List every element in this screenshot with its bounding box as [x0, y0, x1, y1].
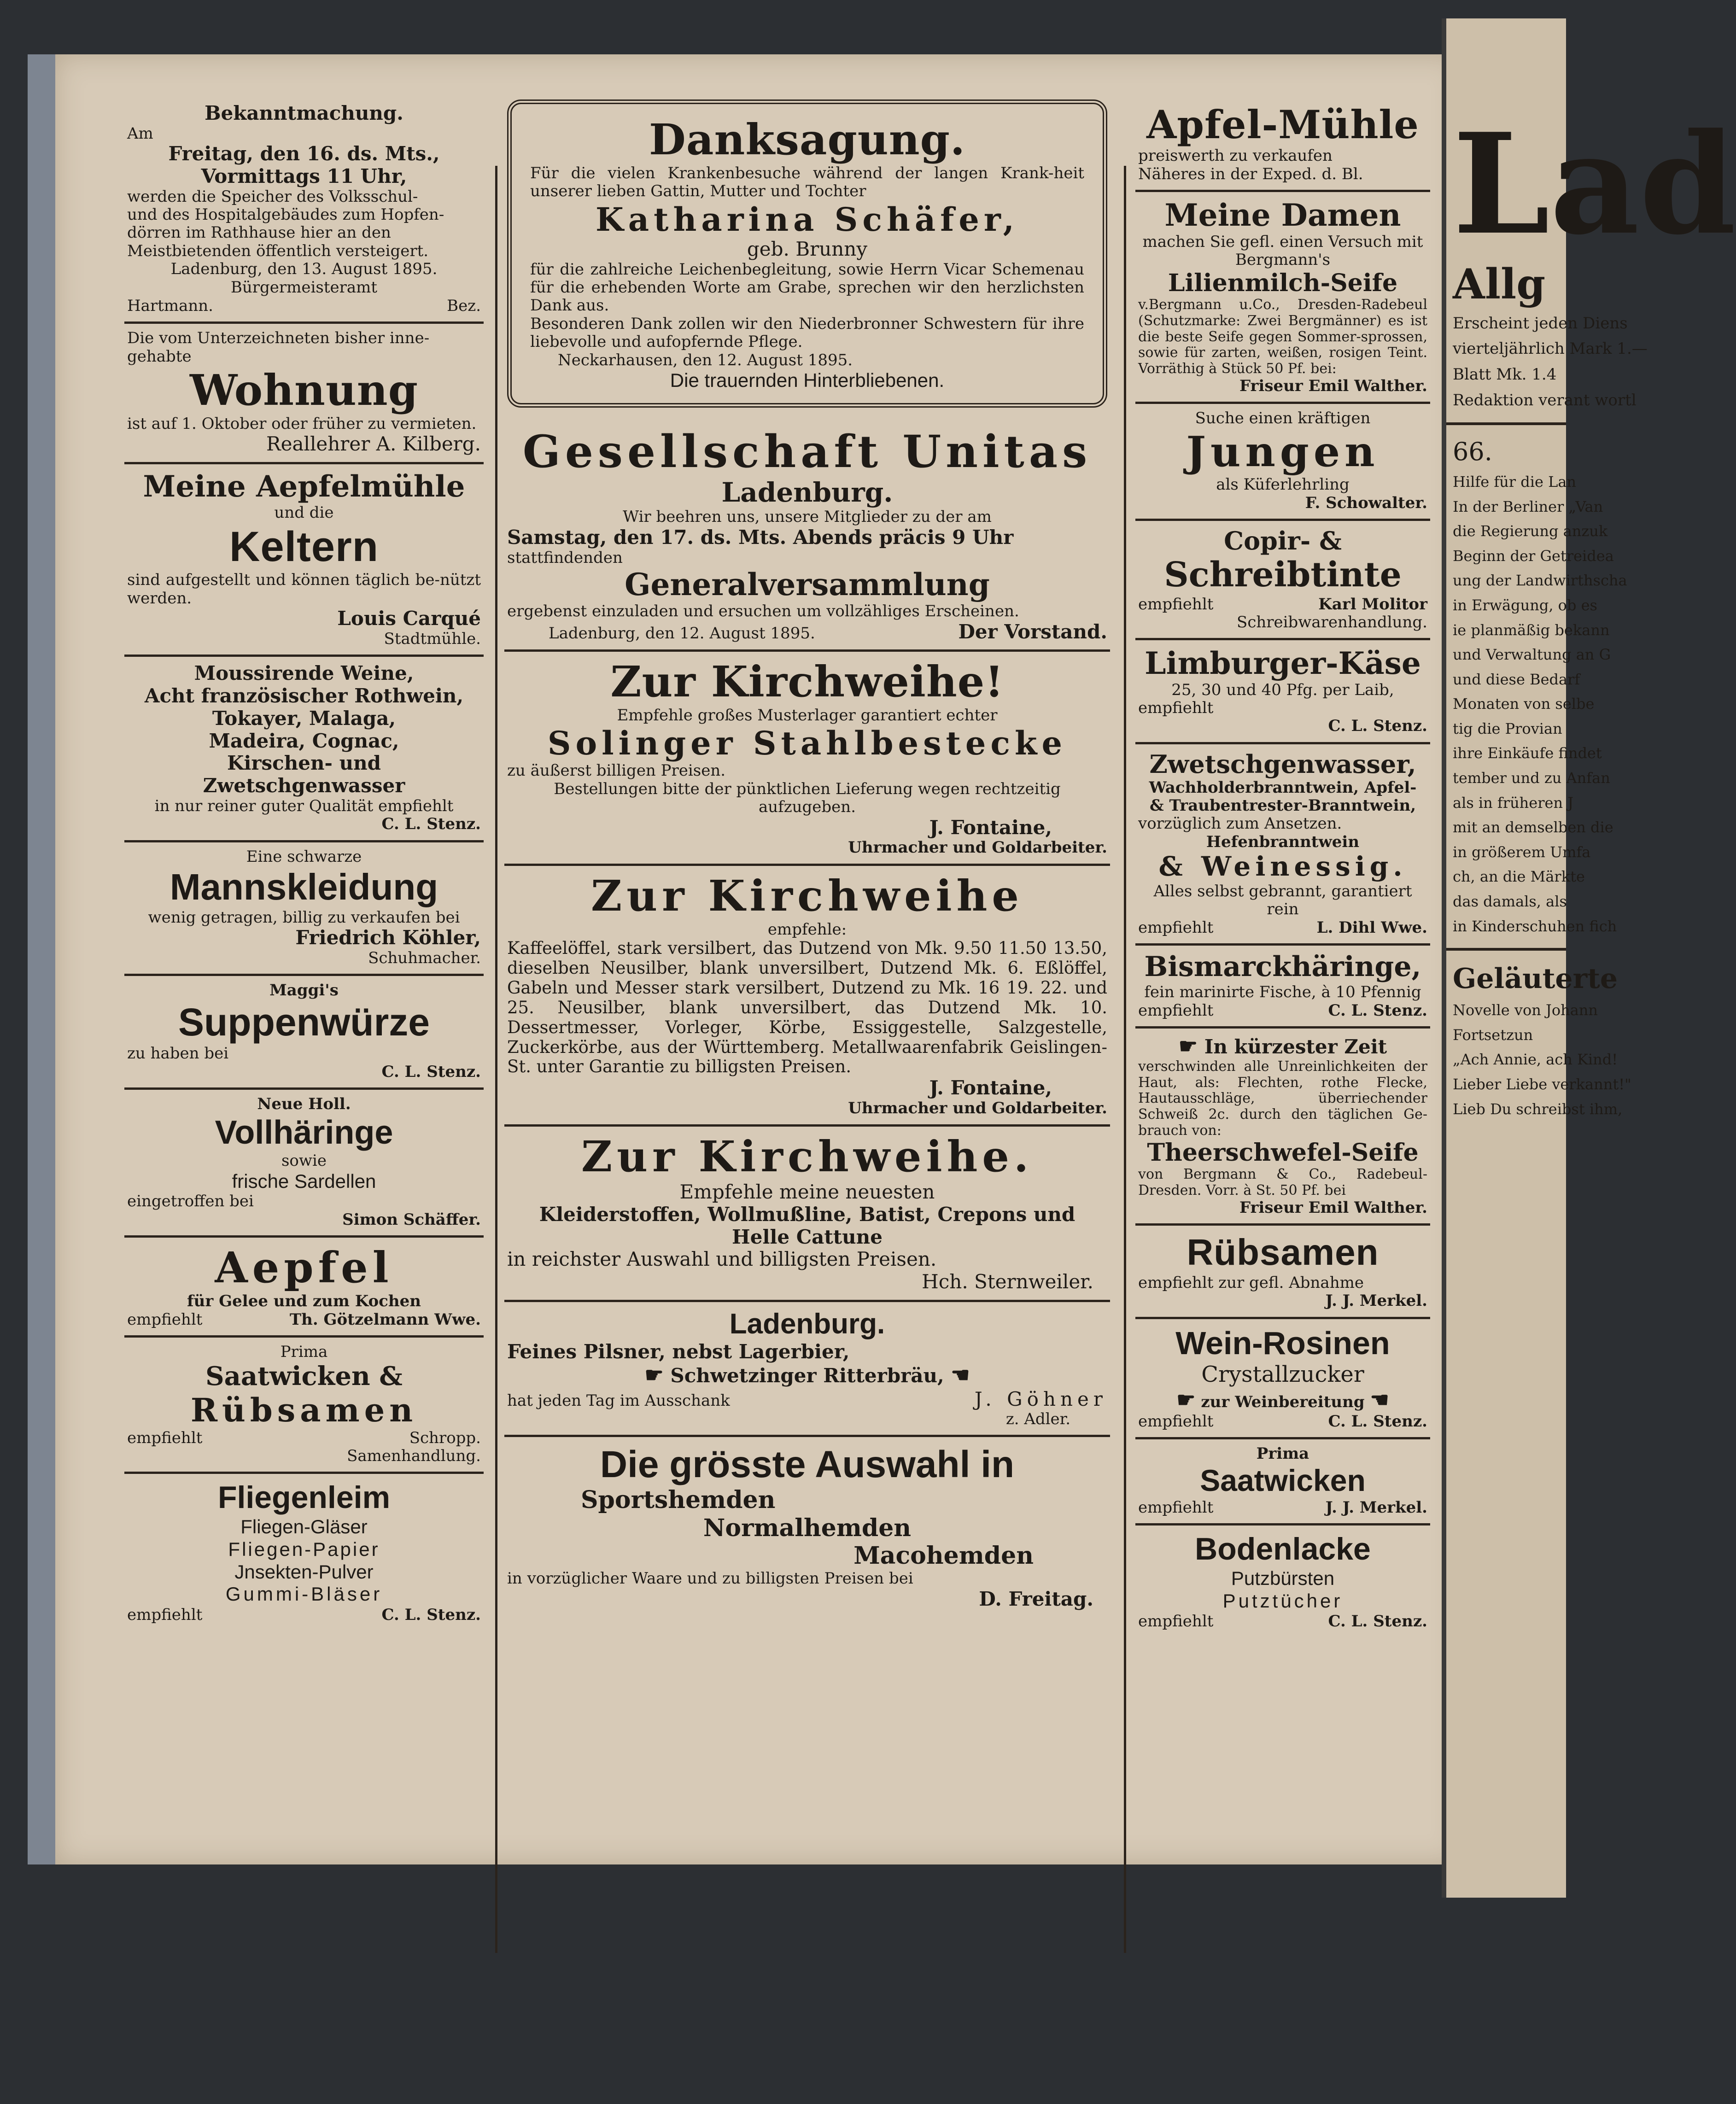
ad-line: werden die Speicher des Volksschul-	[127, 187, 418, 206]
ad-line: Vormittags 11 Uhr,	[201, 164, 407, 187]
ad-text: für die zahlreiche Leichenbegleitung, sowie Herrn Vicar Schemenau für die erhebenden Worte am Grabe, sprechen wir den herzlichsten Dank aus.	[530, 260, 1084, 315]
ad-danksagung	[504, 97, 1110, 421]
divider	[1446, 422, 1566, 425]
ad-title: Apfel-Mühle	[1146, 102, 1419, 147]
text-fragment: Novelle von Johann	[1453, 1001, 1598, 1019]
ad-text: Näheres in der Exped. d. Bl.	[1138, 164, 1363, 183]
ad-line: Saatwicken &	[205, 1361, 403, 1391]
ad-signature: C. L. Stenz.	[1328, 1001, 1427, 1020]
pointing-hand-left-icon: ☚	[1370, 1387, 1389, 1412]
ad-text: 25, 30 und 40 Pfg. per Laib,	[1171, 680, 1394, 699]
ad-event: Generalversammlung	[625, 567, 990, 603]
ad-signature: Schropp.	[409, 1428, 481, 1447]
ad-signature-suffix: Bez.	[447, 297, 481, 316]
ad-title: Keltern	[229, 523, 379, 570]
ad-lead: empfiehlt	[1138, 595, 1214, 614]
ad-title: Rübsamen	[1187, 1232, 1379, 1273]
ad-text: ergebenst einzuladen und ersuchen um vollzähliges Erscheinen.	[507, 602, 1019, 620]
ad-text: Empfehle meine neuesten	[679, 1181, 935, 1204]
ad-text: v.Bergmann u.Co., Dresden-Radebeul (Schutzmarke: Zwei Bergmänner) es ist die beste Seife gegen Sommer-sprossen, sowie für zarten, weißen, rosigen Teint. Vorräthig à Stück 50 Pf. bei:	[1138, 297, 1427, 377]
ad-wein-rosinen	[1135, 1319, 1430, 1439]
ad-text: wenig getragen, billig zu verkaufen bei	[148, 908, 460, 927]
ad-text: in vorzüglicher Waare und zu billigsten Preisen bei	[507, 1569, 913, 1588]
ad-title: Ladenburg.	[729, 1308, 885, 1340]
next-page-fragment	[1442, 18, 1736, 1898]
ad-text: Kaffeelöffel, stark versilbert, das Dutzend von Mk. 9.50 11.50 13.50, dieselben Neusilber, blank unversilbert, Dutzend Mk. 6. Eßlöffel, Gabeln und Messer stark versilbert, Dutzend zu Mk. 16 19. 22. und 25. Neusilber, blank unversilbert, das Dutzend Mk. 10. Dessertmesser, Vorleger, Körbe, Essiggestelle, Salzgestelle, Zuckerkörbe, aus der Württemberg. Metallwaarenfabrik Geislingen-St. unter Garantie zu billigsten Preisen.	[507, 938, 1107, 1077]
novel-title-fragment: Geläuterte	[1453, 963, 1618, 995]
danksagung-frame	[507, 99, 1107, 408]
pointing-hand-right-icon: ☛	[1176, 1387, 1196, 1412]
text-fragment: In der Berliner „Van	[1453, 497, 1603, 515]
pointing-hand-right-icon: ☛	[644, 1362, 664, 1388]
ad-lead: empfiehlt	[1138, 1412, 1214, 1431]
ad-suppenwuerze	[124, 976, 484, 1090]
ad-line: Meistbietenden öffentlich versteigert.	[127, 241, 429, 260]
ad-kirchweihe-stoffe	[504, 1127, 1110, 1302]
ad-signature-sub: Uhrmacher und Goldarbeiter.	[848, 1099, 1107, 1118]
ad-title: Aepfel	[215, 1243, 393, 1293]
text-fragment: mit an demselben die	[1453, 818, 1613, 836]
ad-signature: J. Fontaine,	[929, 816, 1052, 839]
ad-title: Rübsamen	[190, 1391, 418, 1429]
ad-text: Kleiderstoffen, Wollmußline, Batist, Crepons und	[539, 1203, 1076, 1226]
ad-signature: Simon Schäffer.	[342, 1210, 481, 1229]
ad-line: Crystallzucker	[1201, 1362, 1364, 1388]
ad-line: Am	[127, 124, 153, 143]
ad-ladenburg-bier	[504, 1302, 1110, 1437]
ad-kirchweihe-besteck	[504, 866, 1110, 1127]
ad-line: und die	[274, 503, 334, 522]
ad-text: Besonderen Dank zollen wir den Niederbronner Schwestern für ihre liebevolle und aufopfernde Pflege.	[530, 314, 1084, 351]
text-fragment: in größerem Umfa	[1453, 843, 1591, 861]
ad-aepfel	[124, 1238, 484, 1338]
ad-text: Bestellungen bitte der pünktlichen Lieferung wegen rechtzeitig aufzugeben.	[554, 779, 1061, 817]
ad-mannskleidung	[124, 842, 484, 976]
ad-lead: empfiehlt	[1138, 1612, 1214, 1631]
ad-lead: empfiehlt	[127, 1428, 203, 1447]
ad-text: Wir beehren uns, unsere Mitglieder zu der am	[623, 508, 992, 526]
ad-title: Vollhäringe	[215, 1114, 393, 1151]
pointing-hand-left-icon: ☚	[951, 1362, 970, 1388]
ad-title: Schreibtinte	[1164, 555, 1402, 595]
ad-title: Zur Kirchweihe.	[581, 1131, 1033, 1181]
middle-column	[504, 97, 1110, 1796]
ad-text: Alles selbst gebrannt, garantiert rein	[1153, 882, 1412, 918]
ad-date: Neckarhausen, den 12. August 1895.	[558, 351, 853, 369]
ad-signature: C. L. Stenz.	[381, 815, 481, 834]
ad-line: Freitag, den 16. ds. Mts.,	[168, 142, 440, 165]
ad-text: empfiehlt zur gefl. Abnahme	[1138, 1273, 1364, 1292]
ad-title: Zur Kirchweihe	[591, 871, 1023, 921]
ad-line: Copir- &	[1224, 526, 1342, 556]
ad-office: Bürgermeisteramt	[230, 278, 378, 297]
text-fragment: in Kinderschuhen fich	[1453, 917, 1617, 935]
ad-line: Acht französischer Rothwein,	[144, 684, 464, 707]
ad-signature: Der Vorstand.	[958, 620, 1107, 643]
ad-line: und des Hospitalgebäudes zum Hopfen-	[127, 205, 444, 224]
ad-date-line: Samstag, den 17. ds. Mts. Abends präcis 9 Uhr	[507, 526, 1014, 549]
ad-intro: Prima	[1256, 1444, 1309, 1463]
ad-intro: Die vom Unterzeichneten bisher inne-gehabte	[127, 329, 430, 366]
text-fragment: Fortsetzun	[1453, 1026, 1533, 1044]
subtitle-fragment: Allg	[1453, 260, 1546, 309]
ad-text: Helle Cattune	[732, 1225, 883, 1248]
text-fragment: in Erwägung, ob es	[1453, 596, 1597, 614]
ad-title: Meine Damen	[1164, 197, 1401, 234]
ad-title: Wohnung	[189, 365, 419, 415]
ad-intro: Eine schwarze	[246, 847, 362, 866]
ad-line: Meine Aepfelmühle	[143, 469, 465, 504]
ad-line: Jnsekten-Pulver	[234, 1560, 374, 1583]
text-fragment: und diese Bedarf	[1453, 670, 1580, 688]
ad-bekanntmachung	[124, 97, 484, 324]
ad-signature: L. Dihl Wwe.	[1316, 918, 1427, 937]
ad-title: Wein-Rosinen	[1175, 1325, 1390, 1361]
masthead-fragment: Lad	[1453, 103, 1736, 265]
text-fragment: ch, an die Märkte	[1453, 868, 1585, 886]
ad-text: fein marinirte Fische, à 10 Pfennig	[1144, 983, 1421, 1002]
ad-line: sowie	[281, 1151, 327, 1170]
ad-saatwicken-right	[1135, 1439, 1430, 1525]
ad-date: Ladenburg, den 12. August 1895.	[549, 624, 815, 643]
text-fragment: Lieber Liebe verkannt!"	[1453, 1075, 1631, 1093]
ad-limburger-kaese	[1135, 640, 1430, 744]
ad-item: Macohemden	[853, 1541, 1034, 1570]
ad-text: für Gelee und zum Kochen	[187, 1292, 421, 1310]
ad-zwetschgenwasser	[1135, 744, 1430, 946]
ad-line: Putzbürsten	[1231, 1567, 1335, 1589]
ad-line: Ladenburg, den 13. August 1895.	[170, 260, 438, 279]
ad-jungen	[1135, 404, 1430, 521]
ad-item: Normalhemden	[703, 1514, 912, 1542]
deceased-birth-name: geb. Brunny	[747, 237, 868, 260]
ad-line: Tokayer, Malaga,	[212, 707, 396, 730]
ad-signature: C. L. Stenz.	[1328, 1412, 1427, 1431]
ad-line: Hefenbranntwein	[1206, 832, 1360, 851]
ad-text: hat jeden Tag im Ausschank	[507, 1391, 730, 1410]
ad-item: Sportshemden	[581, 1486, 776, 1514]
ad-apfelmuehle	[1135, 97, 1430, 192]
ad-lead: empfiehlt	[127, 1606, 203, 1625]
ad-signature: Friseur Emil Walther.	[1239, 377, 1427, 396]
ad-line: zur Weinbereitung	[1201, 1392, 1365, 1411]
ad-lead: empfiehlt	[1138, 918, 1214, 937]
ad-intro: Prima	[280, 1343, 328, 1362]
ad-intro: Suche einen kräftigen	[1195, 409, 1371, 428]
text-fragment: „Ach Annie, ach Kind!	[1453, 1051, 1618, 1069]
ad-line: dörren im Rathhause hier an den	[127, 223, 391, 242]
ad-line: Putztücher	[1222, 1590, 1343, 1612]
divider	[1446, 948, 1566, 951]
ad-text: von Bergmann & Co., Radebeul-Dresden. Vorr. à St. 50 Pf. bei	[1138, 1166, 1427, 1198]
ad-line: Moussirende Weine,	[194, 662, 414, 685]
ad-line: & Traubentrester-Branntwein,	[1149, 796, 1416, 815]
ad-signature-sub: Stadtmühle.	[384, 629, 481, 648]
ad-text: ist auf 1. Oktober oder früher zu vermieten.	[127, 414, 477, 433]
ad-line: frische Sardellen	[232, 1170, 376, 1192]
ad-line: Wachholderbranntwein, Apfel-	[1149, 778, 1417, 797]
ad-title: Zwetschgenwasser,	[1149, 749, 1416, 779]
ad-signature: C. L. Stenz.	[1328, 717, 1427, 736]
ad-text: als Küferlehrling	[1216, 475, 1350, 494]
ad-text: machen Sie gefl. einen Versuch mit Bergmann's	[1142, 232, 1423, 269]
ad-bodenlacke	[1135, 1525, 1430, 1637]
ad-signature-sub: Schuhmacher.	[368, 948, 481, 967]
ad-title: Fliegenleim	[217, 1480, 391, 1515]
ad-title: Gesellschaft Unitas	[522, 425, 1092, 478]
left-column	[124, 97, 484, 1796]
ad-text: sind aufgestellt und können täglich be-nützt werden.	[127, 571, 481, 608]
ad-signature: C. L. Stenz.	[1328, 1612, 1427, 1631]
ad-keltern	[124, 464, 484, 657]
ad-title: Danksagung.	[649, 115, 965, 164]
ad-title: Jungen	[1186, 427, 1379, 476]
ad-signature: Hch. Sternweiler.	[922, 1270, 1093, 1293]
ad-product: Lilienmilch-Seife	[1168, 269, 1398, 297]
ad-lead: empfiehlt	[127, 1310, 203, 1329]
text-fragment: das damals, als	[1453, 893, 1567, 911]
ad-text: zu haben bei	[127, 1044, 229, 1063]
column-rule-right	[1124, 166, 1126, 1953]
ad-line: eingetroffen bei	[127, 1192, 254, 1211]
ad-text: verschwinden alle Unreinlichkeiten der Haut, als: Flechten, rothe Flecke, Hautausschläge, überriechender Schweiß 2c. durch den täglichen Ge-brauch von:	[1138, 1058, 1427, 1139]
ad-meine-damen	[1135, 192, 1430, 404]
ad-auswahl	[504, 1437, 1110, 1617]
ad-kuerzester-zeit	[1135, 1029, 1430, 1226]
ad-line: Kirschen- und	[227, 752, 381, 775]
ad-line: Fliegen-Papier	[228, 1538, 380, 1560]
text-fragment: Monaten von selbe	[1453, 695, 1595, 713]
ad-text: in reichster Auswahl und billigsten Preisen.	[507, 1248, 937, 1271]
ad-ruebsamen-right	[1135, 1226, 1430, 1319]
text-fragment: Hilfe für die Lan	[1453, 473, 1577, 491]
ad-signature: Louis Carqué	[337, 607, 481, 630]
issue-number: 66.	[1453, 437, 1492, 467]
ad-text: Feines Pilsner, nebst Lagerbier,	[507, 1340, 850, 1363]
ad-text	[507, 1363, 1107, 1387]
ad-unitas	[504, 421, 1110, 652]
ad-intro: empfehle:	[767, 920, 847, 939]
pointing-hand-right-icon: ☛	[1178, 1034, 1198, 1059]
ad-intro: Neue Holl.	[257, 1095, 351, 1114]
ad-intro: Maggi's	[269, 981, 339, 1000]
ad-signature: C. L. Stenz.	[381, 1606, 481, 1625]
ad-product: & Weinessig.	[1158, 851, 1407, 883]
ad-title: Bekanntmachung.	[205, 102, 403, 124]
text-fragment: Beginn der Getreidea	[1453, 547, 1614, 565]
ad-signature: Th. Götzelmann Wwe.	[289, 1310, 481, 1329]
ad-product: Solinger Stahlbestecke	[547, 724, 1067, 763]
ad-signature: Reallehrer A. Kilberg.	[266, 432, 481, 456]
text-fragment: tig die Provian	[1453, 719, 1562, 737]
ad-kirchweihe-solinger	[504, 652, 1110, 866]
ad-place: Ladenburg.	[721, 477, 893, 508]
ad-title: Die grösste Auswahl in	[600, 1444, 1015, 1486]
ad-title: In kürzester Zeit	[1204, 1035, 1387, 1058]
ad-signature-sub: Schreibwarenhandlung.	[1237, 613, 1427, 631]
ad-line: Gummi-Bläser	[225, 1583, 383, 1605]
ad-line: Zwetschgenwasser	[203, 774, 405, 797]
text-fragment: Lieb Du schreibst ihm,	[1453, 1100, 1623, 1118]
ad-signature: F. Schowalter.	[1305, 493, 1427, 512]
ad-wohnung	[124, 324, 484, 464]
text-fragment: ie planmäßig bekann	[1453, 621, 1610, 639]
text-fragment: und Verwaltung an G	[1453, 646, 1611, 664]
ad-signature: Friedrich Köhler,	[295, 926, 481, 949]
ad-text: zu äußerst billigen Preisen.	[507, 761, 726, 780]
ad-signature-sub: Uhrmacher und Goldarbeiter.	[848, 838, 1107, 857]
ad-title: Bismarckhäringe,	[1144, 951, 1421, 983]
ad-text: preiswerth zu verkaufen	[1138, 146, 1333, 165]
ad-bismarckhaeringe	[1135, 946, 1430, 1029]
ad-saatwicken-left	[124, 1338, 484, 1474]
ad-line: vorzüglich zum Ansetzen.	[1138, 814, 1342, 833]
ad-schreibtinte	[1135, 521, 1430, 640]
ad-signature: J. J. Merkel.	[1325, 1292, 1427, 1310]
ad-title: Suppenwürze	[178, 1000, 430, 1044]
ad-text: in nur reiner guter Qualität empfiehlt	[154, 796, 454, 815]
text-fragment: Redaktion verant wortl	[1453, 391, 1637, 409]
ad-signature: J. Göhner	[974, 1387, 1107, 1410]
ad-text: Für die vielen Krankenbesuche während der langen Krank-heit unserer lieben Gattin, Mutter und Tochter	[530, 164, 1084, 201]
right-column	[1135, 97, 1430, 1796]
ad-vollhaeringe	[124, 1090, 484, 1238]
text-fragment: die Regierung anzuk	[1453, 522, 1608, 540]
ad-title: Saatwicken	[1200, 1463, 1366, 1498]
ad-signature-sub: Samenhandlung.	[347, 1446, 481, 1465]
ad-lead: empfiehlt	[1138, 1001, 1214, 1020]
text-fragment: Blatt Mk. 1.4	[1453, 365, 1557, 384]
column-rule-left	[495, 166, 497, 1953]
deceased-name: Katharina Schäfer,	[595, 200, 1019, 239]
text-fragment: ihre Einkäufe findet	[1453, 744, 1602, 762]
ad-signature-sub: z. Adler.	[1005, 1409, 1070, 1428]
text-fragment: tember und zu Anfan	[1453, 769, 1610, 787]
ad-title: Limburger-Käse	[1145, 645, 1421, 682]
ad-title: Mannskleidung	[170, 866, 438, 908]
ad-signature: Karl Molitor	[1318, 595, 1427, 614]
ad-signature: D. Freitag.	[979, 1587, 1093, 1610]
text-fragment: vierteljährlich Mark 1.—	[1453, 339, 1648, 358]
ad-signature: J. Fontaine,	[929, 1076, 1052, 1099]
ad-weine	[124, 657, 484, 842]
ad-product: Schwetzinger Ritterbräu,	[670, 1364, 944, 1387]
ad-text: stattfindenden	[507, 548, 623, 567]
text-fragment: ung der Landwirthscha	[1453, 572, 1627, 590]
ad-title: Zur Kirchweihe!	[610, 657, 1004, 707]
ad-signature: Hartmann.	[127, 297, 213, 316]
ad-signature: C. L. Stenz.	[381, 1062, 481, 1081]
ad-lead: empfiehlt	[1138, 699, 1214, 718]
ad-text: Empfehle großes Musterlager garantiert echter	[617, 706, 998, 725]
ad-signature: J. J. Merkel.	[1325, 1498, 1427, 1517]
ad-title: Bodenlacke	[1195, 1531, 1371, 1567]
ad-signature: Friseur Emil Walther.	[1239, 1198, 1427, 1217]
ad-line: Fliegen-Gläser	[240, 1516, 368, 1538]
ad-signature: Die trauernden Hinterbliebenen.	[670, 369, 945, 392]
text-fragment: Erscheint jeden Diens	[1453, 314, 1628, 333]
ad-lead: empfiehlt	[1138, 1498, 1214, 1517]
ad-fliegenleim	[124, 1474, 484, 1631]
ad-line: Madeira, Cognac,	[209, 729, 399, 752]
ad-product: Theerschwefel-Seife	[1147, 1138, 1419, 1167]
text-fragment: als in früheren J	[1453, 794, 1574, 812]
